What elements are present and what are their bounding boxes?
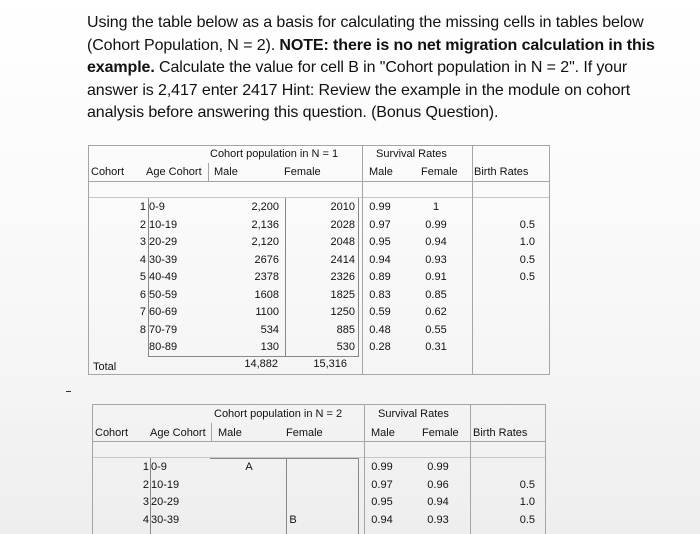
t1-title: Cohort population in N = 1: [210, 148, 339, 160]
t1-survival-title: Survival Rates: [376, 148, 447, 160]
t1-row-female: 2048: [330, 236, 355, 248]
t2-row-cohort: 2: [142, 478, 149, 491]
t1-row-sr-male: 0.95: [369, 236, 391, 248]
t2-row-birth-rate: 0.5: [519, 513, 535, 526]
t1-col-sr-female: Female: [421, 166, 458, 178]
t2-row-male: A: [245, 461, 253, 473]
t1-row-birth-rate: 0.5: [519, 271, 535, 283]
t1-row-cohort: 6: [139, 288, 146, 301]
t2-row-sr-male: 0.99: [371, 461, 393, 473]
t1-row-age: 30-39: [149, 253, 178, 266]
t1-row-sr-male: 0.89: [369, 271, 391, 283]
t1-row-age: 80-89: [149, 341, 178, 353]
t2-row-sr-female: 0.99: [427, 461, 449, 473]
t2-row-cohort: 4: [142, 513, 149, 526]
question-text: [87, 12, 677, 125]
t1-total-female: 15,316: [313, 358, 347, 370]
t2-row-sr-female: 0.93: [427, 513, 449, 526]
t1-row-age: 20-29: [149, 236, 178, 248]
t2-col-age: Age Cohort: [150, 427, 206, 439]
t1-col-age: Age Cohort: [146, 166, 202, 178]
t1-row-male: 2378: [254, 271, 279, 283]
t1-row-age: 60-69: [149, 306, 178, 318]
t2-col-male: Male: [218, 427, 242, 439]
t2-col-sr-female: Female: [422, 427, 459, 439]
t1-row-age: 0-9: [149, 201, 165, 213]
t1-row-cohort: 1: [139, 201, 146, 213]
t1-row-female: 2010: [330, 201, 355, 213]
t1-row-cohort: 5: [139, 271, 146, 283]
t1-row-male: 1608: [254, 288, 279, 301]
t2-col-female: Female: [286, 427, 323, 439]
t2-col-sr-male: Male: [371, 427, 395, 439]
t2-row-cohort: 1: [142, 461, 149, 473]
t1-col-cohort: Cohort: [91, 166, 125, 178]
t1-row-cohort: 7: [139, 306, 146, 318]
t2-row-age: 0-9: [151, 461, 167, 473]
t1-row-female: 1250: [330, 306, 355, 318]
t2-row-sr-male: 0.97: [371, 478, 393, 491]
t2-row-birth-rate: 0.5: [519, 478, 535, 491]
t2-row-sr-male: 0.94: [371, 513, 393, 526]
t1-col-male: Male: [214, 166, 238, 178]
t1-row-female: 2326: [330, 271, 355, 283]
t1-row-male: 130: [260, 341, 279, 353]
t2-row-sr-male: 0.95: [371, 496, 393, 508]
t1-row-sr-female: 1: [432, 201, 440, 213]
t1-row-age: 50-59: [149, 288, 178, 301]
t2-title: Cohort population in N = 2: [214, 408, 343, 420]
t1-col-birth: Birth Rates: [474, 166, 529, 178]
t1-col-sr-male: Male: [369, 166, 393, 178]
t2-survival-title: Survival Rates: [378, 408, 449, 420]
t1-row-birth-rate: 0.5: [519, 253, 535, 266]
t1-total-male: 14,882: [244, 358, 278, 370]
t1-row-female: 885: [336, 323, 355, 336]
t1-row-sr-female: 0.55: [425, 323, 447, 336]
t2-row-sr-female: 0.94: [427, 496, 449, 508]
t1-row-birth-rate: 0.5: [519, 218, 535, 231]
t1-row-cohort: 4: [139, 253, 146, 266]
t1-row-sr-female: 0.62: [425, 306, 447, 318]
t1-row-age: 70-79: [149, 323, 178, 336]
t1-row-cohort: 2: [139, 218, 146, 231]
t1-row-female: 1825: [330, 288, 355, 301]
t1-row-age: 40-49: [149, 271, 178, 283]
t1-row-birth-rate: 1.0: [519, 236, 535, 248]
t1-row-male: 1100: [255, 306, 279, 318]
t1-row-sr-male: 0.59: [369, 306, 391, 318]
t1-row-male: 2,136: [251, 218, 279, 231]
t1-row-sr-male: 0.28: [369, 341, 391, 353]
t2-row-sr-female: 0.96: [427, 478, 449, 491]
t2-row-birth-rate: 1.0: [519, 496, 535, 508]
t1-row-sr-female: 0.85: [425, 288, 447, 301]
t1-row-female: 530: [336, 341, 355, 353]
question-part-1: Using the table below as a basis for calculating the missing cells in tables below (Cohort Population, N = 2).: [87, 14, 644, 54]
t1-row-female: 2028: [330, 218, 355, 231]
t1-row-sr-female: 0.94: [425, 236, 447, 248]
t1-row-sr-male: 0.83: [369, 288, 391, 301]
t1-row-male: 534: [260, 323, 279, 336]
t1-row-cohort: 8: [139, 323, 146, 336]
t2-row-age: 10-19: [151, 478, 180, 491]
t1-row-sr-male: 0.48: [369, 323, 391, 336]
t1-row-male: 2,120: [251, 236, 279, 248]
margin-dash: [66, 391, 71, 392]
t1-row-cohort: 3: [139, 236, 146, 248]
t1-row-sr-male: 0.97: [369, 218, 391, 231]
t1-row-male: 2,200: [251, 201, 279, 213]
t1-row-sr-female: 0.91: [425, 271, 447, 283]
t1-row-sr-female: 0.31: [425, 341, 447, 353]
t2-row-age: 30-39: [151, 513, 180, 526]
question-note: NOTE: there is no net migration calculation in this example.: [87, 36, 655, 77]
t1-col-female: Female: [284, 166, 321, 178]
t1-row-sr-male: 0.99: [369, 201, 391, 213]
t2-col-birth: Birth Rates: [473, 427, 528, 439]
t1-row-sr-male: 0.94: [369, 253, 391, 266]
t1-row-female: 2414: [330, 253, 355, 266]
t1-total-label: Total: [93, 361, 117, 373]
t2-col-cohort: Cohort: [95, 427, 129, 439]
t1-row-male: 2676: [254, 253, 279, 266]
question-part-2: Calculate the value for cell B in "Cohort population in N = 2". If your answer is 2,417 enter 2417 Hint: Review the example in the module on cohort analysis before answering this question. (Bonus Question).: [87, 59, 631, 122]
t1-row-sr-female: 0.93: [425, 253, 447, 266]
t2-row-age: 20-29: [151, 496, 180, 508]
t2-row-cohort: 3: [142, 496, 149, 508]
t1-row-age: 10-19: [149, 218, 178, 231]
t2-row-female: B: [289, 513, 297, 526]
t1-row-sr-female: 0.99: [425, 218, 447, 231]
